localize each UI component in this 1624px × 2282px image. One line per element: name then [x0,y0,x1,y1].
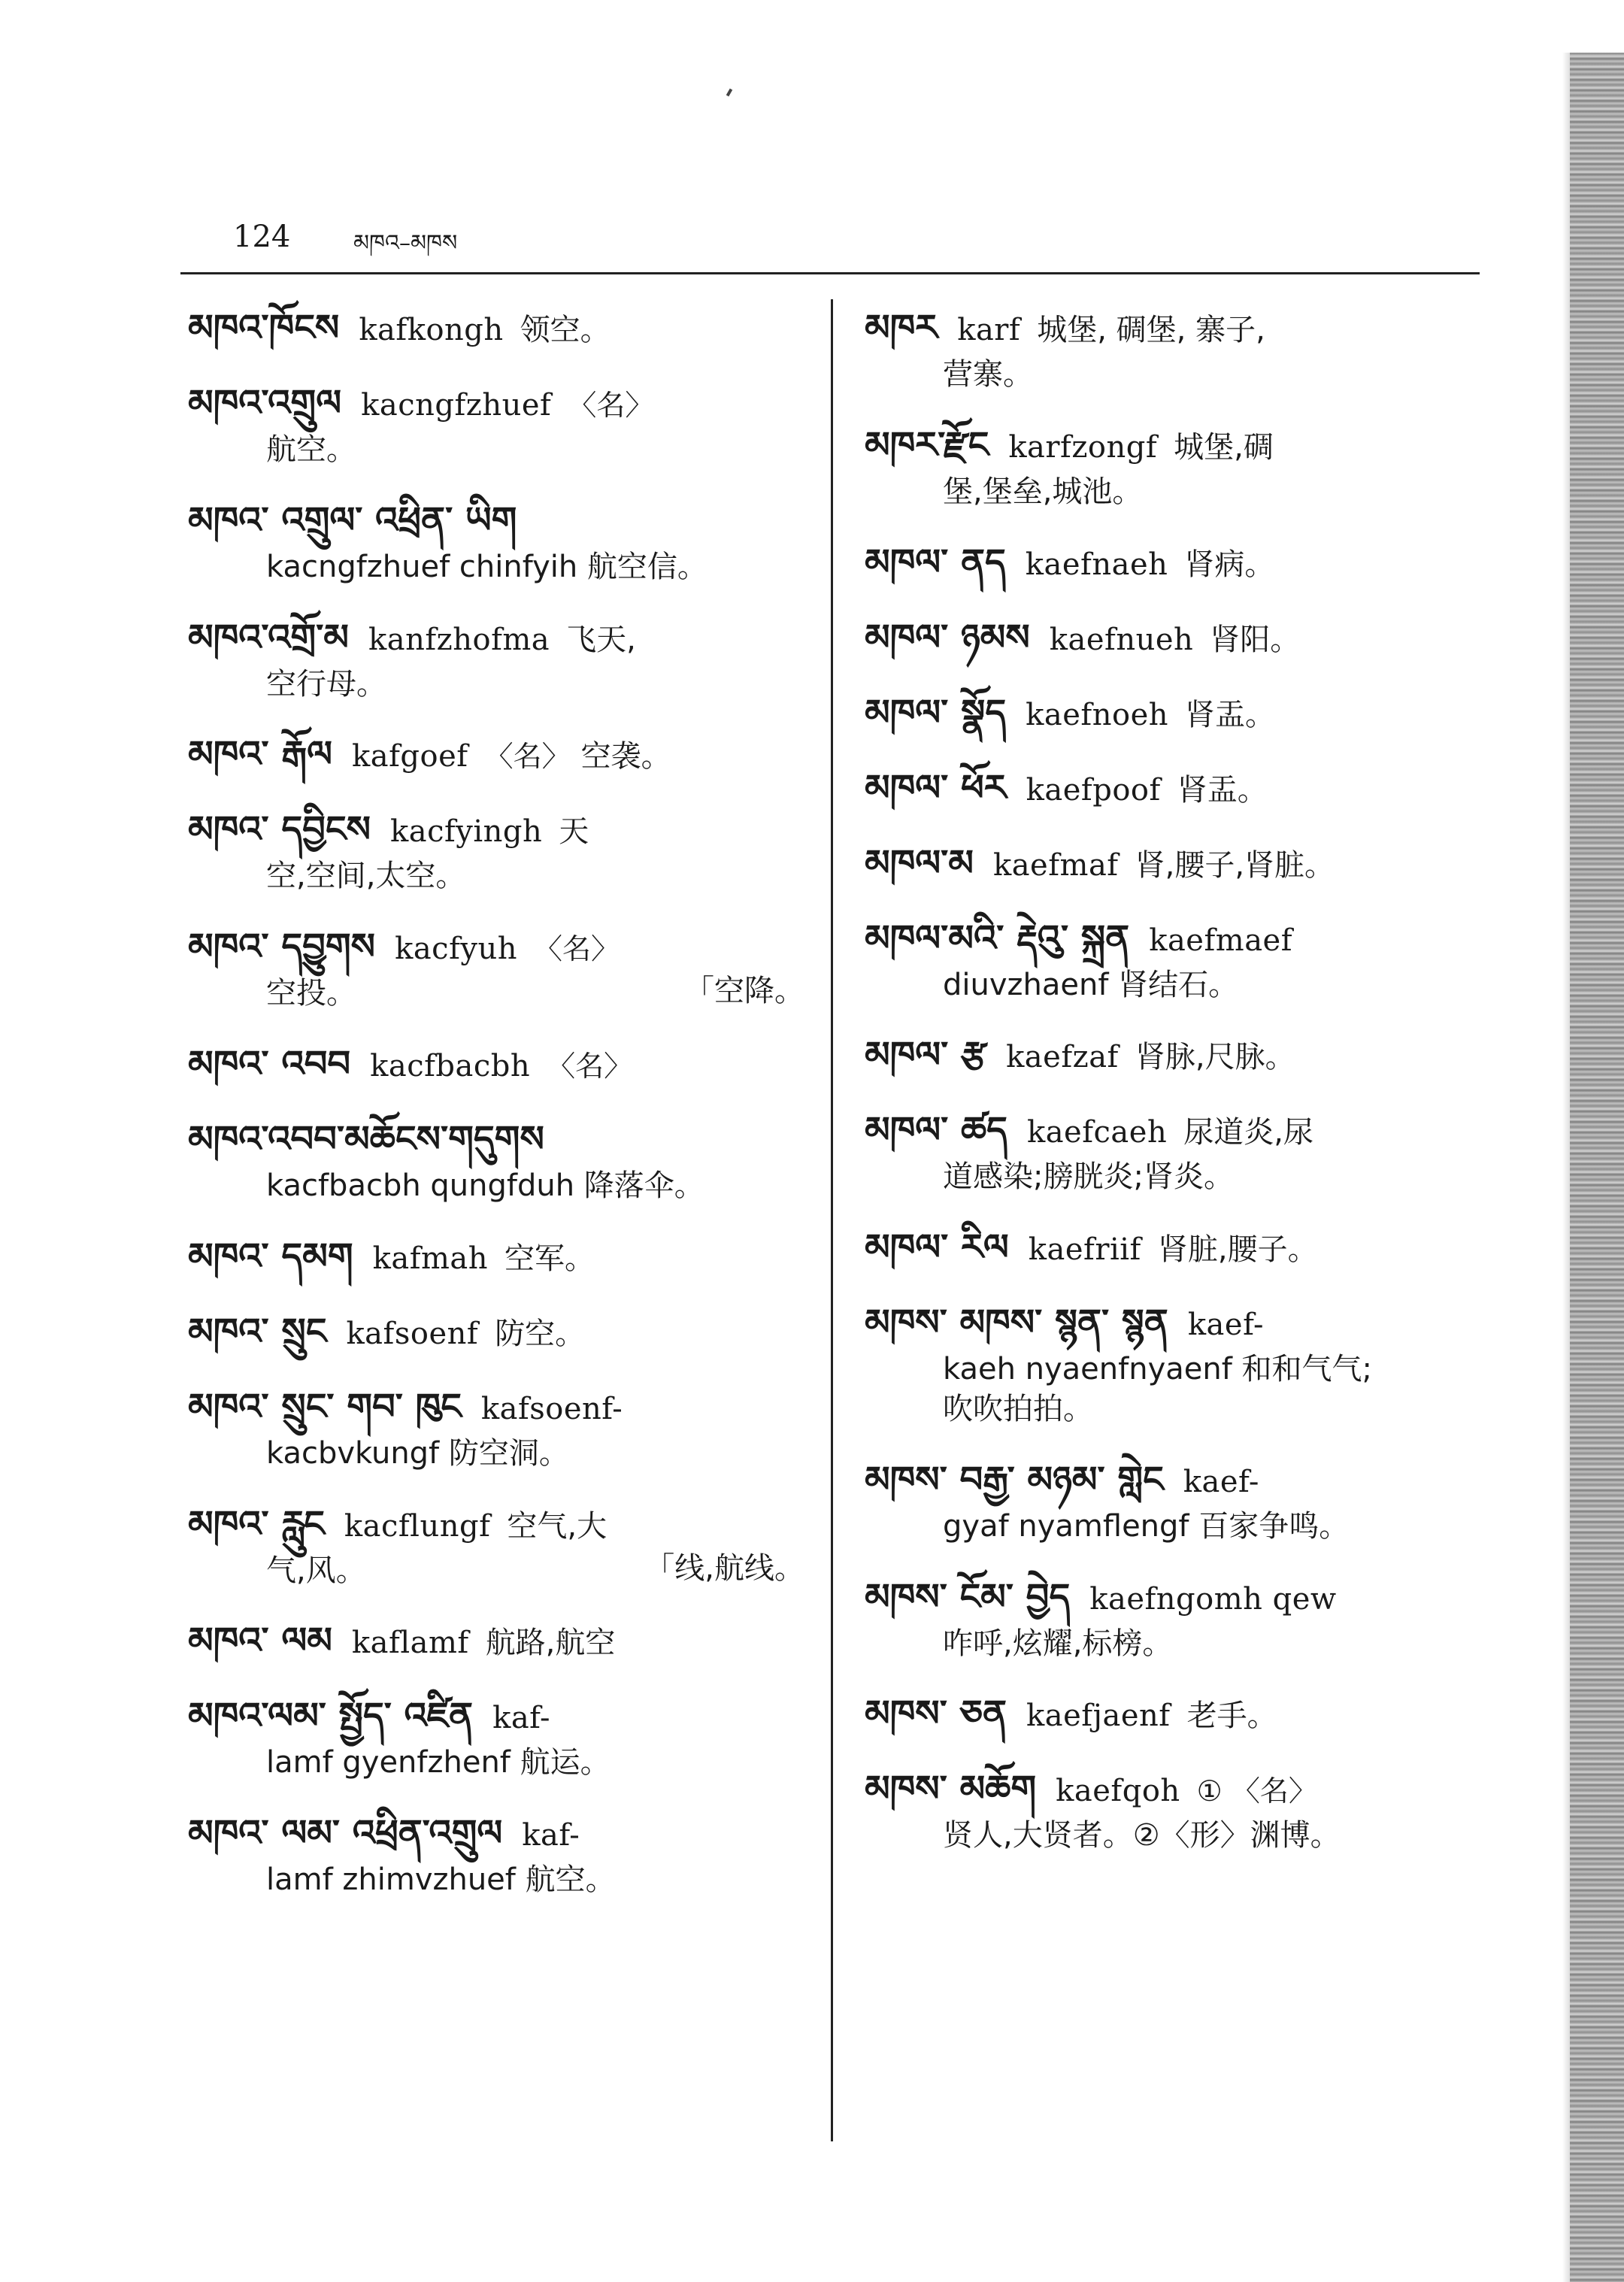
entry-part-of-speech: 〈名〉 [534,932,620,966]
entry-definition: 肾盂。 [1185,697,1276,732]
dictionary-entry [188,1041,804,1089]
entry-continuation-text: 咋呼,炫耀,标榜。 [943,1626,1173,1661]
header-rule [180,272,1480,274]
entry-headline [188,923,804,971]
entry-headline [188,380,804,428]
entry-romanization: kaefriif [1028,1232,1141,1268]
entry-headline [188,1693,804,1741]
entry-overflow-text: 「空降。 [684,974,804,1009]
entry-romanization: karf [957,313,1021,347]
dictionary-entry [865,1765,1489,1856]
entry-romanization: kaefnoeh [1026,697,1169,732]
entry-tibetan: མཁལ་ ཉམས [865,616,1030,659]
dictionary-entry [188,1308,804,1356]
entry-headline [188,1116,804,1164]
dictionary-entry [865,1032,1489,1080]
entry-definition: 防空。 [495,1316,586,1351]
entry-headline [865,1690,1489,1738]
entry-definition: 空袭。 [580,739,671,774]
entry-continuation [865,1505,1489,1547]
entry-tibetan: མཁའ་འགྲོ་མ [188,616,349,659]
entry-headline [865,422,1489,470]
entry-romanization: kafkongh [359,313,504,347]
entry-headline [865,1224,1489,1272]
dictionary-entry [865,1224,1489,1272]
entry-headline [865,1574,1489,1622]
entry-romanization: kaefmaef [1149,923,1293,958]
dictionary-entry [865,1107,1489,1197]
entry-tibetan: མཁའ་ རྒོལ [188,733,333,776]
entry-romanization: kafmah [372,1241,489,1276]
entry-continuation [188,1164,804,1206]
entry-definition: 空气,大 [507,1508,607,1544]
entry-continuation [865,1347,1489,1390]
page-header [226,217,1519,262]
entry-tibetan: མཁར [865,307,938,349]
entry-romanization: kacngfzhuef [361,388,552,423]
entry-continuation-text: kacbvkungf 防空洞。 [266,1435,569,1471]
entry-tibetan: མཁལ་ རྩ [865,1034,987,1077]
entry-continuation: 吹吹拍拍。 [943,1391,1093,1426]
entry-continuation-text: lamf gyenfzhenf 航运。 [266,1745,611,1780]
entry-continuation-text: kaeh nyaenfnyaenf 和和气气; [943,1352,1372,1387]
entry-headline [188,806,804,854]
entry-romanization: karfzongf [1008,429,1158,465]
dictionary-entry [188,380,804,470]
page-number: 124 [233,220,291,254]
dictionary-entry [865,1574,1489,1664]
entry-romanization: kaefcaeh [1026,1115,1168,1150]
entry-part-of-speech: 〈名〉 [484,740,571,774]
entry-headline [865,614,1489,662]
dictionary-entry [188,614,804,705]
entry-headline [188,1308,804,1356]
entry-romanization: kacflungf [344,1508,491,1544]
entry-romanization: kacfbacbh [370,1048,531,1083]
entry-tibetan: མཁས་ ཅན [865,1693,1007,1735]
entry-tibetan: མཁལ་ ཚད [865,1109,1007,1152]
entry-headline [188,731,804,779]
entry-definition: 肾阳。 [1210,622,1301,657]
entry-continuation [865,963,1489,1005]
entry-tibetan: མཁས་ ངོམ་ བྱེད [865,1575,1071,1618]
entry-tibetan: མཁའ་འབབ་མཆོངས་གདུགས [188,1117,544,1160]
entry-romanization: kaf- [522,1818,580,1853]
entry-romanization: kaefnaeh [1025,547,1168,582]
entry-tibetan: མཁའ་ སྲུང་ གབ་ ཁུང [188,1385,462,1428]
dictionary-entry [865,422,1489,512]
entry-tibetan: མཁལ་མའི་ རྡེའུ་ སྐྲན [865,917,1130,959]
entry-continuation-text: gyaf nyamflengf 百家争鸣。 [943,1508,1350,1544]
dictionary-entry [188,497,804,587]
entry-continuation [188,428,804,470]
entry-tibetan: མཁའ་ འབབ [188,1042,351,1085]
entry-headline [865,1107,1489,1155]
dictionary-entry [865,1299,1489,1429]
entry-continuation [865,1622,1489,1664]
entry-definition: 肾,腰子,肾脏。 [1135,847,1335,883]
entry-continuation [865,353,1489,395]
column-divider [831,299,833,2141]
entry-headline [865,689,1489,738]
entry-part-of-speech: ① 〈名〉 [1196,1774,1317,1808]
entry-continuation-text: 空,空间,太空。 [266,859,466,894]
entry-tibetan: མཁལ་ སྣོད [865,691,1007,734]
entry-tibetan: མཁས་ མཆོག [865,1768,1037,1811]
entry-headline [188,1501,804,1549]
entry-romanization: kaefngomh qew [1089,1581,1337,1617]
right-column [865,305,1489,1883]
dictionary-entry [865,614,1489,662]
entry-continuation-text: kacngfzhuef chinfyih 航空信。 [266,549,707,584]
entry-tibetan: མཁལ་ ནད [865,541,1006,583]
entry-definition: 肾脉,尺脉。 [1135,1040,1295,1075]
entry-continuation-text: lamf zhimvzhuef 航空。 [266,1862,616,1898]
entry-headline [865,539,1489,587]
dictionary-entry [188,806,804,896]
entry-tibetan: མཁའ་ དབྱུགས [188,926,376,968]
entry-tibetan: མཁའ་ ལམ་ འཕྲིན་འགྲུལ [188,1812,503,1855]
entry-headline [865,1456,1489,1505]
entry-headline [865,1299,1489,1347]
entry-continuation-text: 航空。 [266,432,356,467]
entry-tibetan: མཁའ་ལམ་ སྤྱོད་ འཛིན [188,1695,474,1738]
entry-continuation [865,1814,1489,1856]
entry-headline [865,1765,1489,1814]
entry-continuation [188,1858,804,1900]
entry-romanization: kaef- [1183,1464,1259,1499]
entry-headline [188,1810,804,1858]
scan-edge [1570,53,1624,2282]
entry-tibetan: མཁའ་ ལམ [188,1620,332,1662]
entry-continuation-text: 贤人,大贤者。②〈形〉渊博。 [943,1818,1341,1853]
entry-continuation [865,1155,1489,1197]
entry-continuation-text: 道感染;膀胱炎;肾炎。 [943,1159,1234,1195]
entry-continuation-text: diuvzhaenf 肾结石。 [943,967,1239,1002]
entry-definition: 肾病。 [1184,547,1275,582]
entry-tibetan: མཁལ་ ཕོར [865,766,1007,809]
entry-tibetan: མཁའ་ཁོངས [188,307,340,349]
entry-headline [188,614,804,662]
entry-headline [188,305,804,353]
entry-romanization: kaefnueh [1049,622,1194,657]
dictionary-entry [188,1116,804,1206]
entry-headline [865,915,1489,963]
entry-tibetan: མཁའ་ དམག [188,1235,353,1277]
entry-definition: 老手。 [1186,1699,1277,1734]
dictionary-entry [188,1617,804,1665]
entry-headline [188,497,804,545]
entry-continuation [865,470,1489,512]
dictionary-entry [188,1383,804,1474]
entry-tibetan: མཁལ་ རིལ [865,1226,1009,1269]
entry-romanization: kaflamf [351,1626,469,1661]
entry-headline [865,840,1489,888]
entry-continuation-text: kacfbacbh qungfduh 降落伞。 [266,1168,704,1203]
entry-definition: 飞天, [566,622,636,657]
entry-headline [865,1032,1489,1080]
entry-romanization: kaefmaf [992,847,1119,883]
entry-romanization: kaef- [1187,1308,1264,1343]
entry-definition: 肾脏,腰子。 [1157,1232,1318,1268]
dictionary-entry [188,1233,804,1281]
entry-definition: 领空。 [520,313,611,347]
entry-part-of-speech: 〈名〉 [568,389,654,422]
entry-tibetan: མཁའ་ འགྲུལ་ འཕྲིན་ ཡིག [188,499,517,541]
entry-definition: 肾盂。 [1177,772,1268,808]
dictionary-entry [188,923,804,1014]
entry-romanization: kaefqoh [1056,1774,1180,1809]
entry-headline [865,305,1489,353]
entry-continuation [188,971,804,1014]
entry-tibetan: མཁར་རྫོང [865,423,989,466]
entry-continuation-text: 空行母。 [266,666,386,702]
dictionary-entry [865,765,1489,813]
entry-definition: 航路,航空 [485,1626,616,1661]
entry-continuation [188,1741,804,1783]
entry-romanization: kaefpoof [1026,772,1161,808]
dictionary-entry [865,1690,1489,1738]
entry-romanization: kafsoenf- [480,1391,623,1426]
dictionary-entry [865,305,1489,395]
entry-continuation [188,545,804,587]
entry-continuation [188,1549,804,1591]
entry-continuation [188,662,804,705]
entry-romanization: kaf- [492,1701,551,1736]
entry-definition: 城堡,碉 [1174,429,1274,465]
entry-romanization: kafgoef [352,739,468,774]
dictionary-entry [865,840,1489,888]
dictionary-entry [865,915,1489,1005]
entry-continuation [188,854,804,896]
dictionary-entry [865,689,1489,738]
entry-headline [188,1617,804,1665]
entry-headline [188,1233,804,1281]
dictionary-entry [188,1693,804,1783]
dictionary-entry [188,1501,804,1591]
guide-words: མཁའ–མཁས [353,230,458,256]
entry-tibetan: མཁལ་མ [865,841,974,884]
entry-tibetan: མཁའ་ དབྱིངས [188,808,371,851]
entry-overflow-text: 「线,航线。 [644,1550,804,1586]
entry-headline [188,1041,804,1089]
entry-romanization: kacfyuh [395,932,518,967]
entry-romanization: kanfzhofma [368,622,550,657]
stray-mark [726,89,732,97]
entry-definition: 天 [559,814,589,850]
entry-tibetan: མཁའ་འགྲུལ [188,382,342,424]
dictionary-entry [865,1456,1489,1547]
entry-headline [865,765,1489,813]
entry-continuation-text: 气,风。 [266,1553,366,1588]
entry-romanization: kafsoenf [346,1316,479,1351]
entry-tibetan: མཁས་ བརྒྱ་ མཉམ་ གླེང [865,1458,1164,1501]
entry-continuation-text: 空投。 [266,976,356,1011]
entry-definition: 尿道炎,尿 [1183,1115,1313,1150]
entry-romanization: kaefjaenf [1026,1699,1171,1734]
entry-romanization: kacfyingh [389,814,543,850]
entry-definition: 城堡, 碉堡, 寨子, [1037,313,1265,347]
entry-tibetan: མཁས་ མཁས་ སྙན་ སྙན [865,1302,1168,1344]
entry-definition: 空军。 [504,1241,595,1276]
entry-romanization: kaefzaf [1006,1040,1119,1075]
dictionary-entry [865,539,1489,587]
entry-tibetan: མཁའ་ རླུང [188,1502,325,1545]
entry-continuation-text: 堡,堡垒,城池。 [943,474,1143,509]
left-column [188,305,804,1927]
dictionary-entry [188,731,804,779]
entry-part-of-speech: 〈名〉 [547,1049,633,1083]
entry-continuation [188,1432,804,1474]
entry-tibetan: མཁའ་ སྲུང [188,1310,327,1353]
entry-headline [188,1383,804,1432]
entry-continuation-text: 营寨。 [943,357,1033,392]
dictionary-entry [188,1810,804,1900]
dictionary-entry [188,305,804,353]
